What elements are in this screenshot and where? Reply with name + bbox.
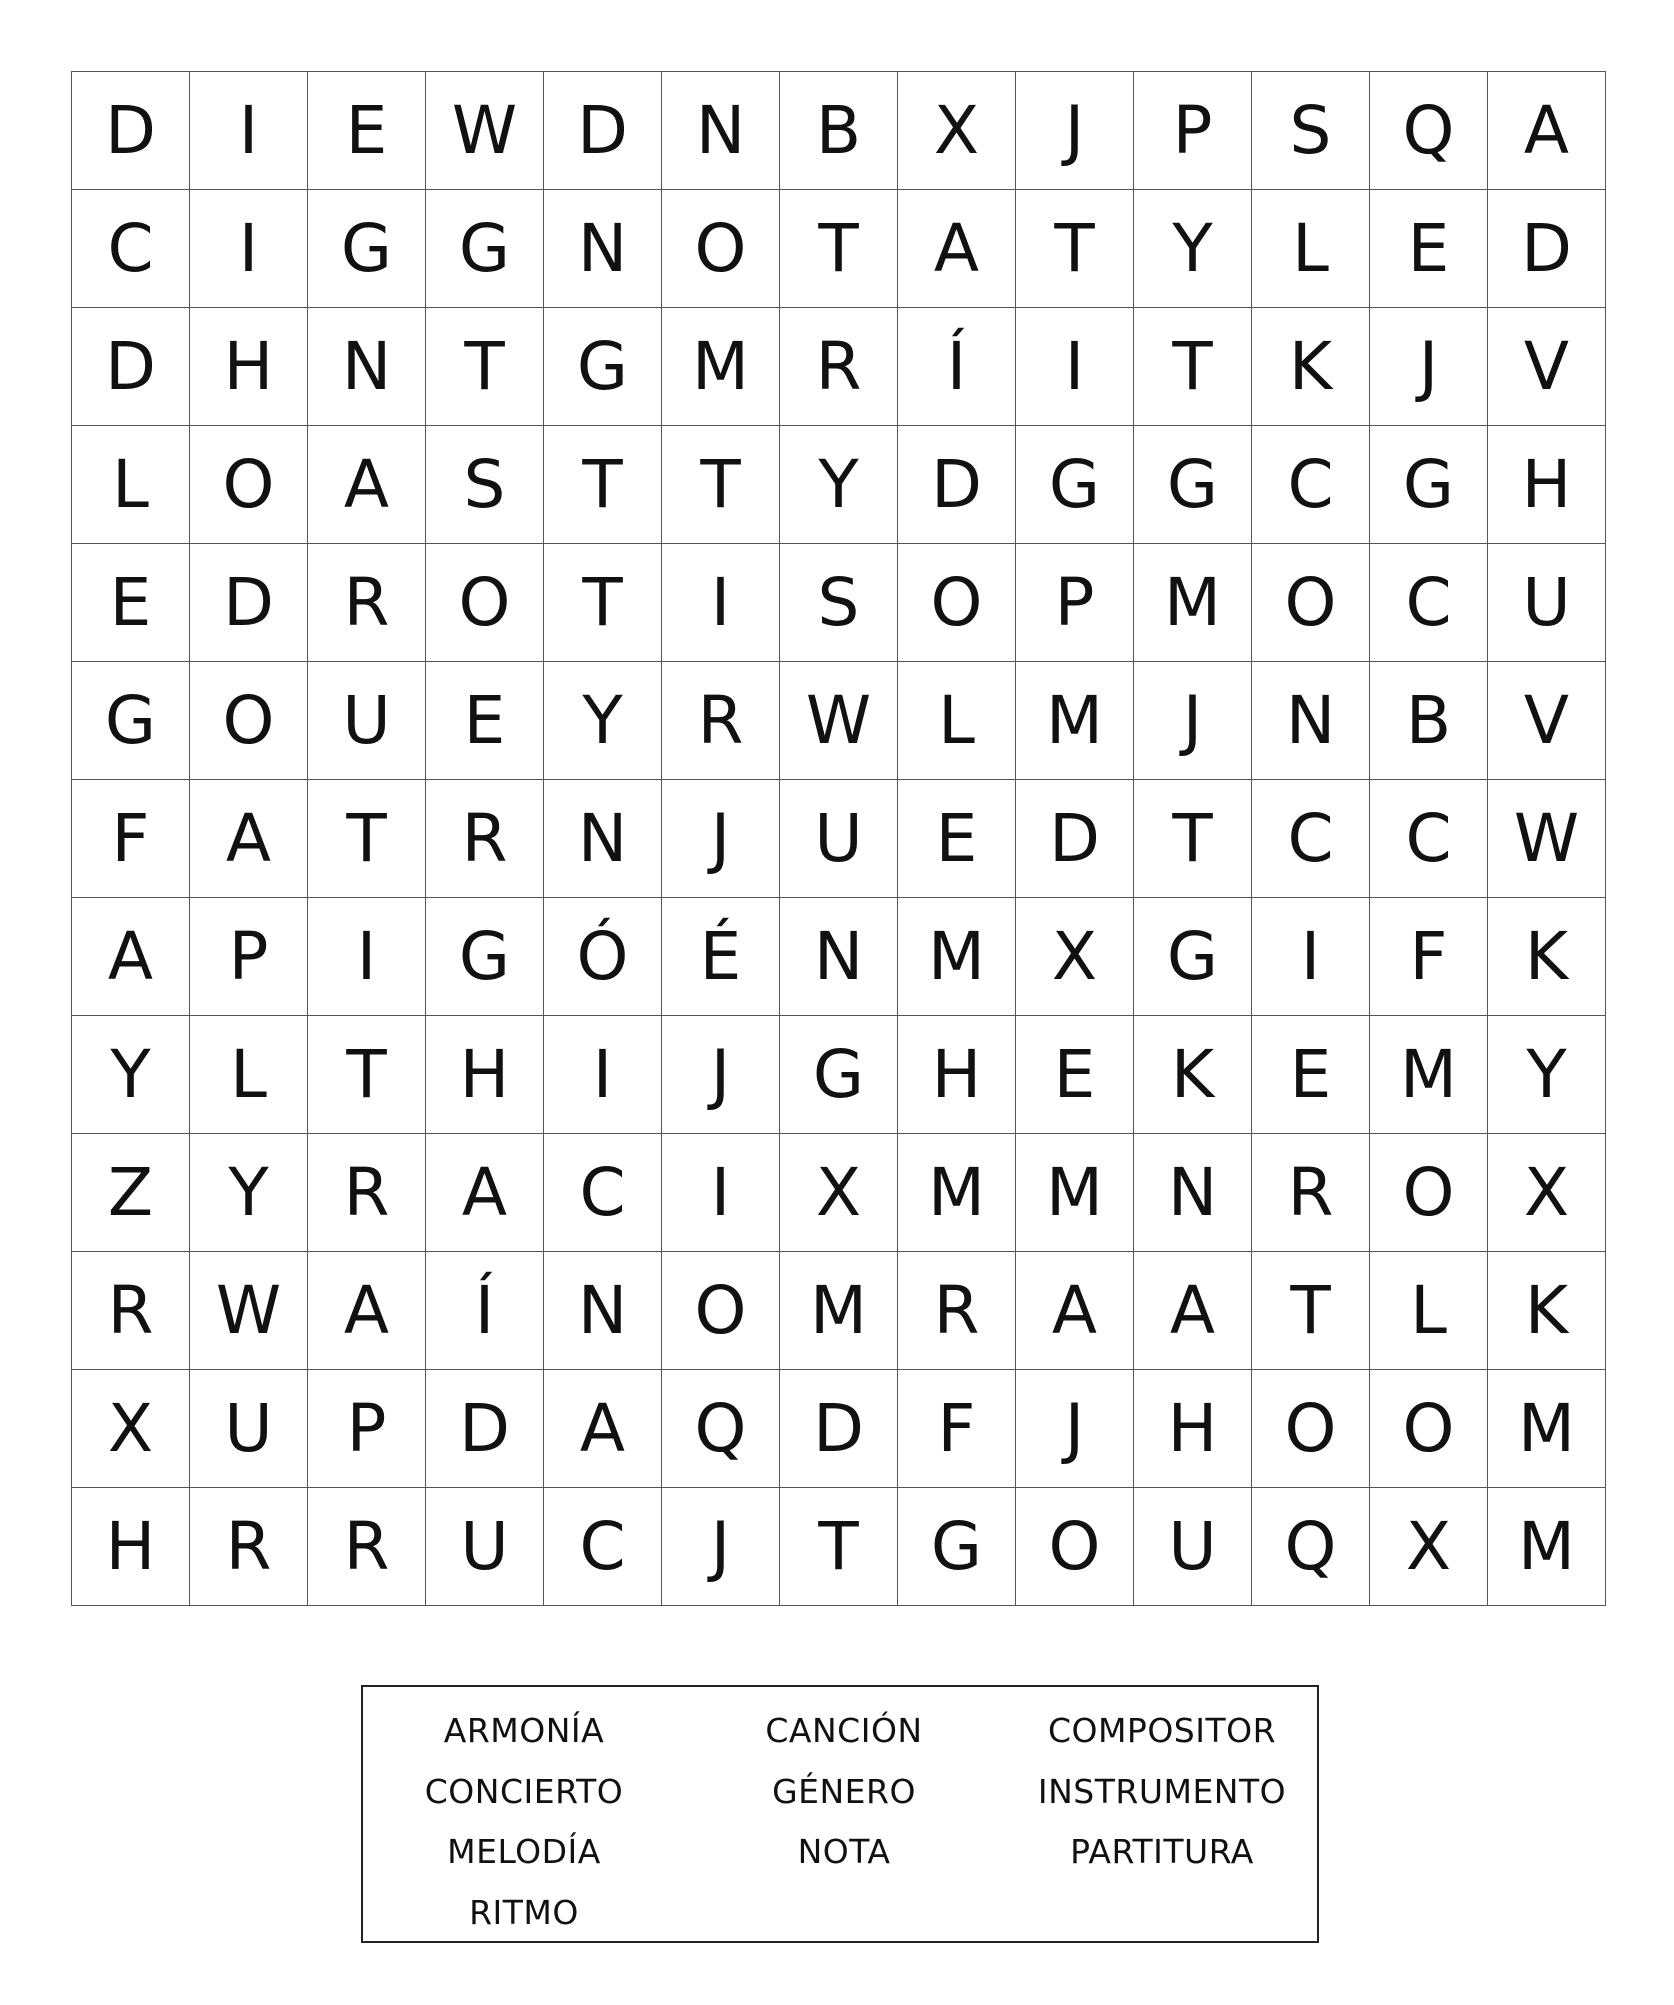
grid-cell[interactable]: H	[426, 1016, 544, 1134]
grid-cell[interactable]: R	[72, 1252, 190, 1370]
grid-cell[interactable]: J	[1016, 72, 1134, 190]
grid-cell[interactable]: T	[780, 190, 898, 308]
grid-cell[interactable]: G	[72, 662, 190, 780]
grid-cell[interactable]: T	[1252, 1252, 1370, 1370]
grid-cell[interactable]: E	[426, 662, 544, 780]
grid-cell[interactable]: M	[1488, 1488, 1606, 1606]
grid-cell[interactable]: U	[780, 780, 898, 898]
grid-cell[interactable]: G	[780, 1016, 898, 1134]
grid-cell[interactable]: U	[1488, 544, 1606, 662]
grid-cell[interactable]: H	[1488, 426, 1606, 544]
grid-cell[interactable]: C	[1252, 780, 1370, 898]
grid-cell[interactable]: T	[1134, 780, 1252, 898]
grid-cell[interactable]: A	[72, 898, 190, 1016]
grid-cell[interactable]: A	[1488, 72, 1606, 190]
grid-row	[72, 1016, 1606, 1134]
grid-cell[interactable]: O	[662, 1252, 780, 1370]
grid-cell[interactable]: R	[780, 308, 898, 426]
grid-cell[interactable]: T	[544, 426, 662, 544]
grid-cell[interactable]: K	[1134, 1016, 1252, 1134]
grid-cell[interactable]: D	[780, 1370, 898, 1488]
grid-cell[interactable]: N	[544, 1252, 662, 1370]
grid-cell[interactable]: S	[426, 426, 544, 544]
grid-cell[interactable]: H	[72, 1488, 190, 1606]
grid-cell[interactable]: N	[308, 308, 426, 426]
grid-cell[interactable]: M	[780, 1252, 898, 1370]
grid-cell[interactable]: O	[898, 544, 1016, 662]
grid-cell[interactable]: P	[308, 1370, 426, 1488]
grid-cell[interactable]: C	[1370, 780, 1488, 898]
grid-cell[interactable]: I	[190, 72, 308, 190]
grid-cell[interactable]: M	[662, 308, 780, 426]
grid-cell[interactable]: R	[190, 1488, 308, 1606]
grid-row	[72, 308, 1606, 426]
grid-cell[interactable]: K	[1488, 898, 1606, 1016]
grid-cell[interactable]: T	[426, 308, 544, 426]
grid-cell[interactable]: A	[898, 190, 1016, 308]
grid-cell[interactable]: E	[308, 72, 426, 190]
grid-cell[interactable]: K	[1252, 308, 1370, 426]
grid-cell[interactable]: Ó	[544, 898, 662, 1016]
grid-cell[interactable]: A	[1134, 1252, 1252, 1370]
grid-cell[interactable]: A	[426, 1134, 544, 1252]
grid-cell[interactable]: L	[72, 426, 190, 544]
grid-cell[interactable]: T	[1016, 190, 1134, 308]
grid-cell[interactable]: P	[1016, 544, 1134, 662]
grid-row	[72, 662, 1606, 780]
grid-cell[interactable]: G	[1134, 426, 1252, 544]
grid-cell[interactable]: É	[662, 898, 780, 1016]
grid-cell[interactable]: R	[1252, 1134, 1370, 1252]
grid-cell[interactable]: U	[308, 662, 426, 780]
grid-cell[interactable]: T	[1134, 308, 1252, 426]
grid-cell[interactable]: T	[662, 426, 780, 544]
grid-cell[interactable]: P	[190, 898, 308, 1016]
grid-row	[72, 898, 1606, 1016]
grid-cell[interactable]: R	[308, 544, 426, 662]
grid-cell[interactable]: I	[1252, 898, 1370, 1016]
grid-cell[interactable]: A	[190, 780, 308, 898]
grid-cell[interactable]: M	[898, 898, 1016, 1016]
grid-cell[interactable]: O	[426, 544, 544, 662]
grid-cell[interactable]: I	[190, 190, 308, 308]
grid-cell[interactable]: O	[1370, 1370, 1488, 1488]
grid-row	[72, 426, 1606, 544]
grid-cell[interactable]: S	[780, 544, 898, 662]
grid-cell[interactable]: O	[1252, 544, 1370, 662]
grid-row	[72, 1488, 1606, 1606]
grid-cell[interactable]: D	[426, 1370, 544, 1488]
word-list-item: MELODÍA	[447, 1832, 601, 1871]
grid-cell[interactable]: Í	[426, 1252, 544, 1370]
word-bank	[361, 1685, 1319, 1943]
word-list-item: ARMONÍA	[443, 1711, 605, 1750]
grid-cell[interactable]: W	[780, 662, 898, 780]
grid-cell[interactable]: M	[1370, 1016, 1488, 1134]
grid-cell[interactable]: X	[72, 1370, 190, 1488]
grid-cell[interactable]: M	[898, 1134, 1016, 1252]
grid-cell[interactable]: A	[1016, 1252, 1134, 1370]
grid-cell[interactable]: G	[426, 898, 544, 1016]
word-list-item: CONCIERTO	[424, 1771, 624, 1811]
grid-cell[interactable]: N	[1134, 1134, 1252, 1252]
grid-cell[interactable]: W	[426, 72, 544, 190]
grid-cell[interactable]: Q	[1370, 72, 1488, 190]
grid-row	[72, 544, 1606, 662]
grid-cell[interactable]: L	[1370, 1252, 1488, 1370]
grid-cell[interactable]: V	[1488, 662, 1606, 780]
grid-cell[interactable]: X	[780, 1134, 898, 1252]
grid-cell[interactable]: U	[426, 1488, 544, 1606]
grid-cell[interactable]: Y	[780, 426, 898, 544]
grid-cell[interactable]: I	[662, 1134, 780, 1252]
grid-cell[interactable]: J	[1134, 662, 1252, 780]
grid-cell[interactable]: T	[780, 1488, 898, 1606]
grid-cell[interactable]: O	[1252, 1370, 1370, 1488]
grid-row	[72, 1252, 1606, 1370]
word-list-item: CANCIÓN	[765, 1711, 923, 1750]
grid-cell[interactable]: K	[1488, 1252, 1606, 1370]
grid-cell[interactable]: I	[544, 1016, 662, 1134]
grid-cell[interactable]: O	[1016, 1488, 1134, 1606]
grid-cell[interactable]: R	[426, 780, 544, 898]
grid-cell[interactable]: F	[1370, 898, 1488, 1016]
grid-cell[interactable]: N	[780, 898, 898, 1016]
word-list-item: RITMO	[469, 1892, 579, 1932]
grid-row	[72, 1134, 1606, 1252]
word-list-item: NOTA	[797, 1832, 891, 1871]
grid-cell[interactable]: J	[1016, 1370, 1134, 1488]
grid-cell[interactable]: H	[898, 1016, 1016, 1134]
grid-cell[interactable]: O	[190, 662, 308, 780]
grid-cell[interactable]: G	[1370, 426, 1488, 544]
grid-row	[72, 72, 1606, 190]
grid-cell[interactable]: O	[662, 190, 780, 308]
grid-cell[interactable]: Í	[898, 308, 1016, 426]
grid-cell[interactable]: H	[1134, 1370, 1252, 1488]
grid-cell[interactable]: I	[662, 544, 780, 662]
grid-cell[interactable]: M	[1488, 1370, 1606, 1488]
grid-cell[interactable]: G	[308, 190, 426, 308]
grid-cell[interactable]: N	[662, 72, 780, 190]
grid-cell[interactable]: X	[1016, 898, 1134, 1016]
grid-cell[interactable]: R	[662, 662, 780, 780]
word-search-grid	[71, 71, 1606, 1606]
grid-cell[interactable]: N	[1252, 662, 1370, 780]
grid-cell[interactable]: E	[1252, 1016, 1370, 1134]
grid-cell[interactable]: L	[898, 662, 1016, 780]
grid-cell[interactable]: E	[898, 780, 1016, 898]
grid-cell[interactable]: F	[898, 1370, 1016, 1488]
grid-cell[interactable]: G	[544, 308, 662, 426]
grid-cell[interactable]: F	[72, 780, 190, 898]
grid-cell[interactable]: J	[662, 780, 780, 898]
grid-cell[interactable]: U	[1134, 1488, 1252, 1606]
grid-cell[interactable]: R	[308, 1134, 426, 1252]
grid-row	[72, 1370, 1606, 1488]
grid-cell[interactable]: C	[1252, 426, 1370, 544]
grid-cell[interactable]: D	[190, 544, 308, 662]
grid-cell[interactable]: O	[190, 426, 308, 544]
grid-cell[interactable]: I	[1016, 308, 1134, 426]
grid-cell[interactable]: M	[1016, 662, 1134, 780]
grid-cell[interactable]: D	[898, 426, 1016, 544]
grid-row	[72, 780, 1606, 898]
grid-cell[interactable]: A	[308, 1252, 426, 1370]
word-list-item: COMPOSITOR	[1047, 1711, 1277, 1750]
grid-cell[interactable]: J	[662, 1016, 780, 1134]
grid-cell[interactable]: W	[1488, 780, 1606, 898]
grid-cell[interactable]: G	[1134, 898, 1252, 1016]
grid-cell[interactable]: B	[1370, 662, 1488, 780]
grid-cell[interactable]: D	[544, 72, 662, 190]
grid-cell[interactable]: Y	[190, 1134, 308, 1252]
grid-cell[interactable]: U	[190, 1370, 308, 1488]
grid-cell[interactable]: W	[190, 1252, 308, 1370]
grid-cell[interactable]: G	[1016, 426, 1134, 544]
grid-cell[interactable]: Q	[1252, 1488, 1370, 1606]
grid-cell[interactable]: X	[1370, 1488, 1488, 1606]
grid-cell[interactable]: Q	[662, 1370, 780, 1488]
grid-cell[interactable]: T	[308, 1016, 426, 1134]
grid-cell[interactable]: M	[1016, 1134, 1134, 1252]
grid-cell[interactable]: I	[308, 898, 426, 1016]
grid-cell[interactable]: S	[1252, 72, 1370, 190]
grid-cell[interactable]: C	[1370, 544, 1488, 662]
grid-cell[interactable]: Y	[72, 1016, 190, 1134]
grid-cell[interactable]: X	[1488, 1134, 1606, 1252]
grid-cell[interactable]: J	[1370, 308, 1488, 426]
grid-cell[interactable]: E	[1370, 190, 1488, 308]
grid-cell[interactable]: R	[898, 1252, 1016, 1370]
word-list-item: INSTRUMENTO	[1037, 1771, 1287, 1811]
grid-cell[interactable]: N	[544, 190, 662, 308]
word-list	[363, 1701, 1317, 1943]
grid-cell[interactable]: Z	[72, 1134, 190, 1252]
grid-cell[interactable]: A	[544, 1370, 662, 1488]
grid-cell[interactable]: H	[190, 308, 308, 426]
word-list-item: GÉNERO	[772, 1771, 916, 1811]
grid-cell[interactable]: D	[1488, 190, 1606, 308]
grid-cell[interactable]: C	[72, 190, 190, 308]
grid-cell[interactable]: A	[308, 426, 426, 544]
grid-cell[interactable]: T	[544, 544, 662, 662]
grid-cell[interactable]: G	[426, 190, 544, 308]
grid-cell[interactable]: D	[72, 72, 190, 190]
grid-cell[interactable]: B	[780, 72, 898, 190]
grid-cell[interactable]: D	[1016, 780, 1134, 898]
grid-cell[interactable]: D	[72, 308, 190, 426]
grid-cell[interactable]: E	[72, 544, 190, 662]
grid-cell[interactable]: L	[1252, 190, 1370, 308]
grid-cell[interactable]: E	[1016, 1016, 1134, 1134]
word-list-item: PARTITURA	[1070, 1832, 1254, 1871]
grid-cell[interactable]: Y	[544, 662, 662, 780]
grid-cell[interactable]: G	[898, 1488, 1016, 1606]
grid-cell[interactable]: C	[544, 1134, 662, 1252]
grid-cell[interactable]: Y	[1134, 190, 1252, 308]
grid-cell[interactable]: P	[1134, 72, 1252, 190]
grid-cell[interactable]: R	[308, 1488, 426, 1606]
grid-cell[interactable]: M	[1134, 544, 1252, 662]
grid-cell[interactable]: O	[1370, 1134, 1488, 1252]
grid-cell[interactable]: L	[190, 1016, 308, 1134]
grid-cell[interactable]: C	[544, 1488, 662, 1606]
grid-cell[interactable]: V	[1488, 308, 1606, 426]
grid-cell[interactable]: Y	[1488, 1016, 1606, 1134]
grid-row	[72, 190, 1606, 308]
grid-cell[interactable]: T	[308, 780, 426, 898]
grid-cell[interactable]: J	[662, 1488, 780, 1606]
grid-cell[interactable]: X	[898, 72, 1016, 190]
grid-cell[interactable]: N	[544, 780, 662, 898]
grid-body	[72, 72, 1606, 1606]
